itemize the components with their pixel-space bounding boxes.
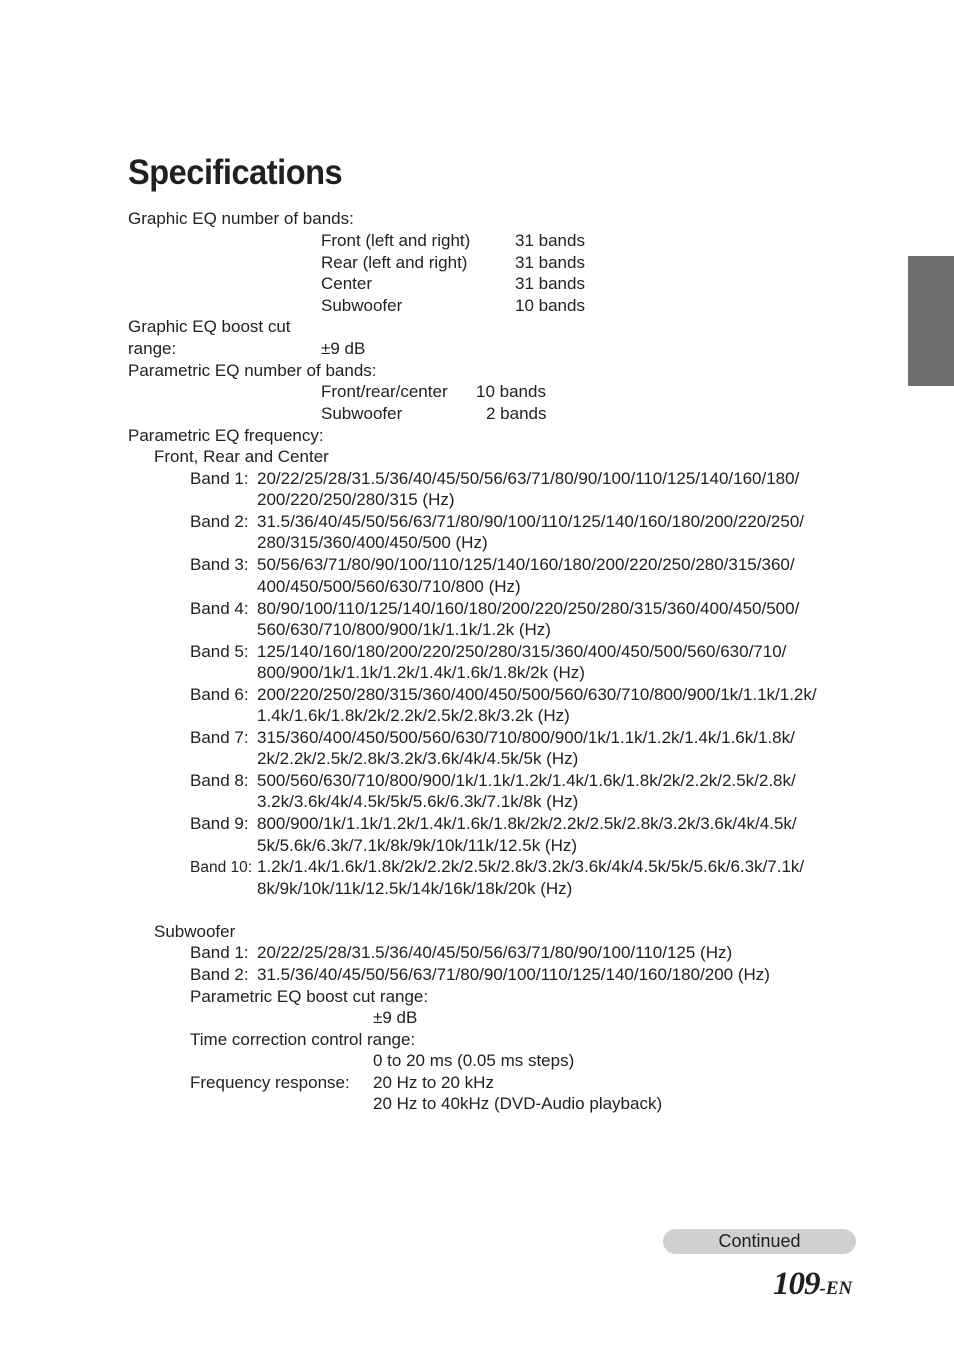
parametric-eq-bands-label: Parametric EQ number of bands: (128, 361, 377, 380)
frequency-response-value: 20 Hz to 20 kHz (373, 1073, 494, 1092)
page-number-digits: 109 (773, 1266, 820, 1302)
frequency-response-label: Frequency response: (190, 1073, 350, 1092)
band-values-cont: 3.2k/3.6k/4k/4.5k/5k/5.6k/6.3k/7.1k/8k (Hz) (257, 792, 579, 811)
band-values-cont: 280/315/360/400/450/500 (Hz) (257, 533, 488, 552)
band-label: Band 1: (190, 469, 249, 488)
parametric-eq-freq-label: Parametric EQ frequency: (128, 426, 324, 445)
graphic-eq-row-value: 31 bands (515, 231, 585, 250)
parametric-eq-boost-label: Parametric EQ boost cut range: (190, 987, 429, 1006)
parametric-eq-boost-value: ±9 dB (373, 1008, 418, 1027)
band-values: 500/560/630/710/800/900/1k/1.1k/1.2k/1.4k/1.6k/1.8k/2k/2.2k/2.5k/2.8k/ (257, 771, 796, 790)
graphic-eq-row-name: Rear (left and right) (321, 253, 468, 272)
band-values-cont: 400/450/500/560/630/710/800 (Hz) (257, 577, 521, 596)
page-number-suffix: -EN (819, 1278, 853, 1299)
band-label: Band 10: (190, 859, 253, 876)
band-values: 1.2k/1.4k/1.6k/1.8k/2k/2.2k/2.5k/2.8k/3.2k/3.6k/4k/4.5k/5k/5.6k/6.3k/7.1k/ (257, 857, 805, 876)
band-label: Band 2: (190, 965, 249, 984)
graphic-eq-row-value: 31 bands (515, 274, 585, 293)
parametric-eq-row-name: Subwoofer (321, 404, 403, 423)
band-values: 20/22/25/28/31.5/36/40/45/50/56/63/71/80/90/100/110/125/140/160/180/ (257, 469, 800, 488)
band-values-cont: 200/220/250/280/315 (Hz) (257, 490, 455, 509)
graphic-eq-boost-value: ±9 dB (321, 339, 366, 358)
page-title: Specifications (128, 153, 343, 192)
band-values: 31.5/36/40/45/50/56/63/71/80/90/100/110/125/140/160/180/200/220/250/ (257, 512, 805, 531)
band-values-cont: 8k/9k/10k/11k/12.5k/14k/16k/18k/20k (Hz) (257, 879, 573, 898)
band-values: 200/220/250/280/315/360/400/450/500/560/630/710/800/900/1k/1.1k/1.2k/ (257, 685, 817, 704)
band-values: 50/56/63/71/80/90/100/110/125/140/160/180/200/220/250/280/315/360/ (257, 555, 795, 574)
band-label: Band 6: (190, 685, 249, 704)
band-label: Band 4: (190, 599, 249, 618)
graphic-eq-row-name: Subwoofer (321, 296, 403, 315)
time-correction-label: Time correction control range: (190, 1030, 416, 1049)
band-label: Band 1: (190, 943, 249, 962)
band-values: 31.5/36/40/45/50/56/63/71/80/90/100/110/125/140/160/180/200 (Hz) (257, 965, 770, 984)
time-correction-value: 0 to 20 ms (0.05 ms steps) (373, 1051, 575, 1070)
parametric-eq-row-value: 2 bands (486, 404, 547, 423)
section-tab (908, 256, 954, 386)
band-values: 20/22/25/28/31.5/36/40/45/50/56/63/71/80/90/100/110/125 (Hz) (257, 943, 733, 962)
band-values: 80/90/100/110/125/140/160/180/200/220/250/280/315/360/400/450/500/ (257, 599, 800, 618)
page-number (773, 1266, 852, 1303)
band-label: Band 7: (190, 728, 249, 747)
graphic-eq-bands-label: Graphic EQ number of bands: (128, 209, 354, 228)
band-values: 125/140/160/180/200/220/250/280/315/360/400/450/500/560/630/710/ (257, 642, 787, 661)
band-label: Band 2: (190, 512, 249, 531)
graphic-eq-row-name: Center (321, 274, 373, 293)
front-rear-center-label: Front, Rear and Center (154, 447, 329, 466)
graphic-eq-boost-label: Graphic EQ boost cut (128, 317, 291, 336)
band-values: 800/900/1k/1.1k/1.2k/1.4k/1.6k/1.8k/2k/2.2k/2.5k/2.8k/3.2k/3.6k/4k/4.5k/ (257, 814, 797, 833)
parametric-eq-row-name: Front/rear/center (321, 382, 448, 401)
band-values-cont: 800/900/1k/1.1k/1.2k/1.4k/1.6k/1.8k/2k (Hz) (257, 663, 585, 682)
graphic-eq-boost-label-cont: range: (128, 339, 177, 358)
band-values-cont: 5k/5.6k/6.3k/7.1k/8k/9k/10k/11k/12.5k (Hz) (257, 836, 578, 855)
band-values-cont: 2k/2.2k/2.5k/2.8k/3.2k/3.6k/4k/4.5k/5k (Hz) (257, 749, 579, 768)
band-label: Band 8: (190, 771, 249, 790)
graphic-eq-row-value: 10 bands (515, 296, 585, 315)
band-values-cont: 560/630/710/800/900/1k/1.1k/1.2k (Hz) (257, 620, 551, 639)
graphic-eq-row-value: 31 bands (515, 253, 585, 272)
band-label: Band 3: (190, 555, 249, 574)
band-label: Band 9: (190, 814, 249, 833)
band-values: 315/360/400/450/500/560/630/710/800/900/1k/1.1k/1.2k/1.4k/1.6k/1.8k/ (257, 728, 795, 747)
graphic-eq-row-name: Front (left and right) (321, 231, 471, 250)
subwoofer-label: Subwoofer (154, 922, 236, 941)
band-label: Band 5: (190, 642, 249, 661)
continued-badge: Continued (663, 1229, 856, 1254)
band-values-cont: 1.4k/1.6k/1.8k/2k/2.2k/2.5k/2.8k/3.2k (Hz) (257, 706, 570, 725)
parametric-eq-row-value: 10 bands (476, 382, 546, 401)
frequency-response-value-dvd: 20 Hz to 40kHz (DVD-Audio playback) (373, 1094, 663, 1113)
